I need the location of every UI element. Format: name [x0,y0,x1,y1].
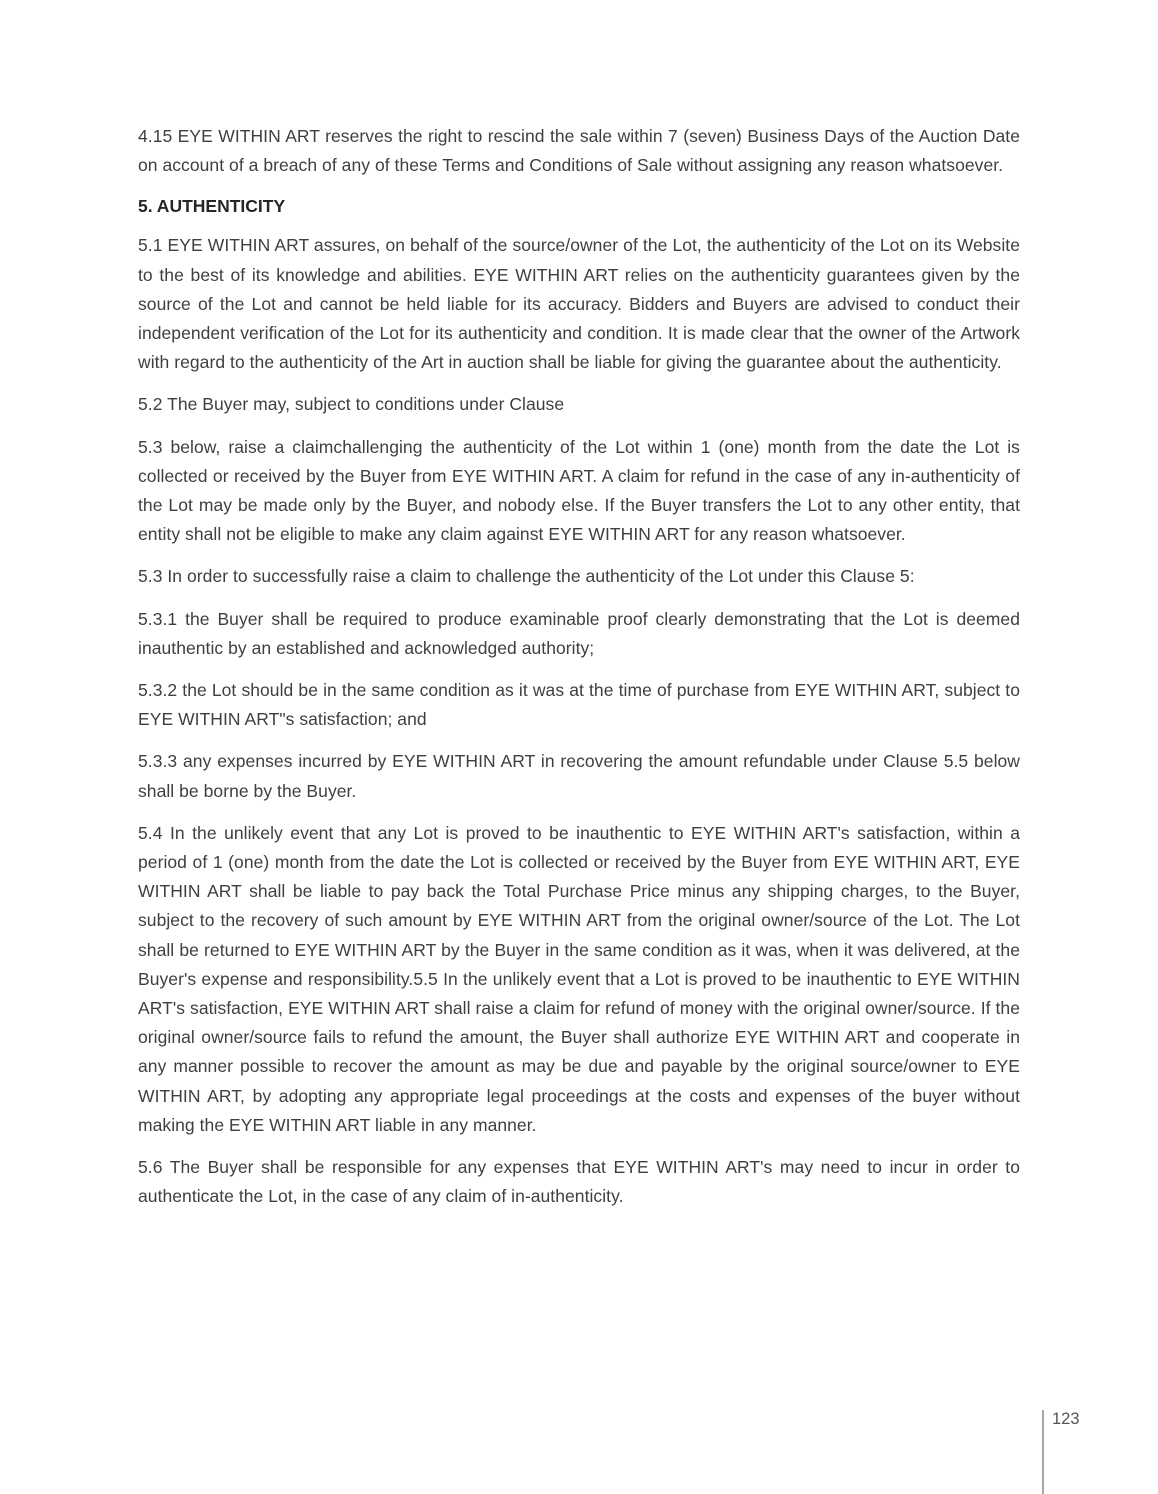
clause-5-3: 5.3 In order to successfully raise a claim to challenge the authenticity of the Lot under this Clause 5: [138,566,915,587]
clause-5-1: 5.1 EYE WITHIN ART assures, on behalf of the source/owner of the Lot, the authenticity of the Lot on its Website to the best of its knowledge and abilities. EYE WITHIN ART relies on the authenticity guarantees given by the source of the Lot and cannot be held liable for its accuracy. Bidders and Buyers are advised to conduct their independent verification of the Lot for its authenticity and condition. It is made clear that the owner of the Artwork with regard to the authenticity of the Art in auction shall be liable for giving the guarantee about the authenticity. [138,235,1020,373]
clause-5-4-5-5: 5.4 In the unlikely event that any Lot is proved to be inauthentic to EYE WITHIN ART's satisfaction, within a period of 1 (one) month from the date the Lot is collected or received by the Buyer from EYE WITHIN ART, EYE WITHIN ART shall be liable to pay back the Total Purchase Price minus any shipping charges, to the Buyer, subject to the recovery of such amount by EYE WITHIN ART from the original owner/source of the Lot. The Lot shall be returned to EYE WITHIN ART by the Buyer in the same condition as it was, when it was delivered, at the Buyer's expense and responsibility.5.5 In the unlikely event that a Lot is proved to be inauthentic to EYE WITHIN ART's satisfaction, EYE WITHIN ART shall raise a claim for refund of money with the original owner/source. If the original owner/source fails to refund the amount, the Buyer shall authorize EYE WITHIN ART and cooperate in any manner possible to recover the amount as may be due and payable by the original source/owner to EYE WITHIN ART, by adopting any appropriate legal proceedings at the costs and expenses of the buyer without making the EYE WITHIN ART liable in any manner. [138,822,1020,1135]
clause-4-15: 4.15 EYE WITHIN ART reserves the right to rescind the sale within 7 (seven) Business Days of the Auction Date on account of a breach of any of these Terms and Conditions of Sale without assigning any reason whatsoever. [138,126,1020,176]
page-number: 123 [1052,1410,1080,1428]
clause-5-6: 5.6 The Buyer shall be responsible for any expenses that EYE WITHIN ART's may need to incur in order to authenticate the Lot, in the case of any claim of in-authenticity. [138,1157,1020,1207]
clause-5-3-below: 5.3 below, raise a claimchallenging the authenticity of the Lot within 1 (one) month from the date the Lot is collected or received by the Buyer from EYE WITHIN ART. A claim for refund in the case of any in-authenticity of the Lot may be made only by the Buyer, and nobody else. If the Buyer transfers the Lot to any other entity, that entity shall not be eligible to make any claim against EYE WITHIN ART for any reason whatsoever. [138,436,1020,545]
section-heading-authenticity: 5. AUTHENTICITY [138,196,286,217]
clause-5-3-2: 5.3.2 the Lot should be in the same condition as it was at the time of purchase from EYE WITHIN ART, subject to EYE WITHIN ART"s satisfaction; and [138,680,1020,730]
clause-5-3-3: 5.3.3 any expenses incurred by EYE WITHIN ART in recovering the amount refundable under Clause 5.5 below shall be borne by the Buyer. [138,751,1020,801]
document-body [138,120,1020,1225]
clause-5-3-1: 5.3.1 the Buyer shall be required to produce examinable proof clearly demonstrating that the Lot is deemed inauthentic by an established and acknowledged authority; [138,608,1020,658]
clause-5-2: 5.2 The Buyer may, subject to conditions under Clause [138,394,565,415]
page-footer [1042,1410,1104,1494]
